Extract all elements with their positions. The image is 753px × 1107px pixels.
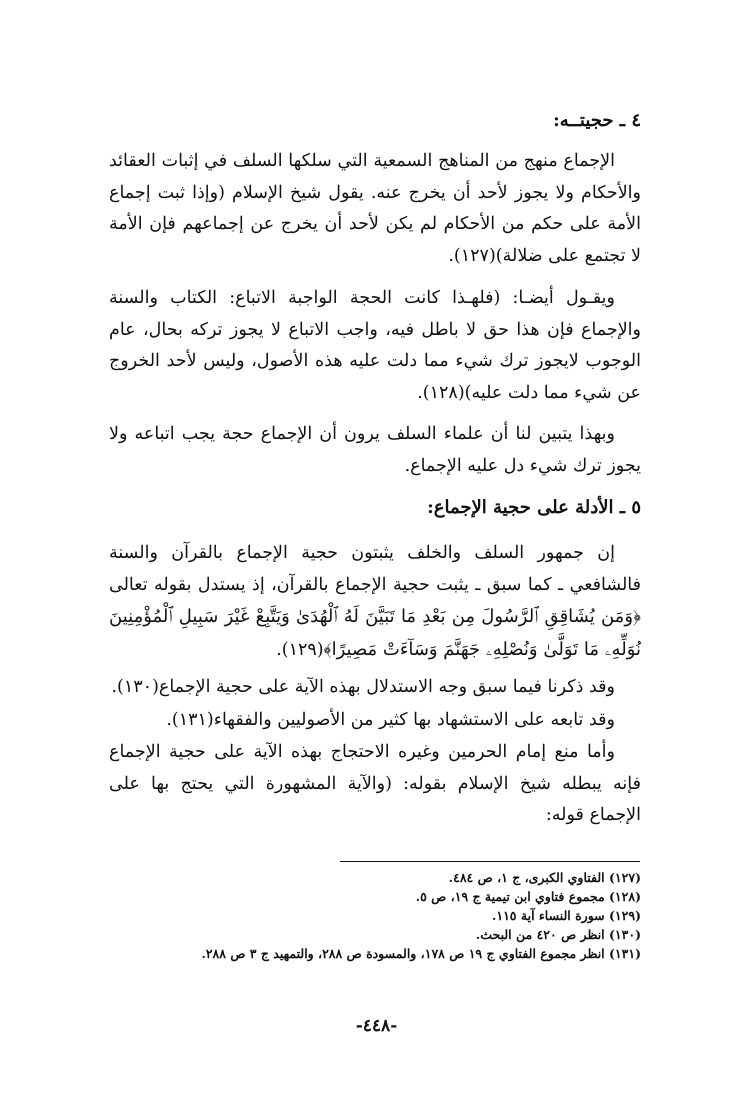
section-5-paragraph-1-intro: إن جمهور السلف والخلف يثبتون حجية الإجماع بالقرآن والسنة فالشافعي ـ كما سبق ـ يثبت حجية الإجماع بالقرآن، إذ يستدل بقوله تعالى <box>109 543 641 595</box>
section-4-paragraph-3: وبهذا يتبين لنا أن علماء السلف يرون أن الإجماع حجة يجب اتباعه ولا يجوز ترك شيء دل عليه الإجماع. <box>109 424 641 476</box>
quran-verse: ﴿وَمَن يُشَاقِقِ ٱلرَّسُولَ مِن بَعْدِ مَا تَبَيَّنَ لَهُ ٱلْهُدَىٰ وَيَتَّبِعْ غَيْرَ سَبِيلِ ٱلْمُؤْمِنِينَ نُوَلِّهِۦ مَا تَوَلَّىٰ وَنُصْلِهِۦ جَهَنَّمَ وَسَآءَتْ مَصِيرًا﴾ <box>109 606 641 660</box>
footnote-130: (١٣٠) انظر ص ٤٢٠ من البحث. <box>475 927 641 942</box>
section-4-paragraph-1: الإجماع منهج من المناهج السمعية التي سلكها السلف في إثبات العقائد والأحكام ولا يجوز لأحد أن يخرج عنه. يقول شيخ الإسلام (وإذا ثبت إجماع الأمة على حكم من الأحكام لم يكن لأحد أن يخرج عن إجماعهم فإن الأمة لا تجتمع على ضلالة)(١٢٧). <box>109 151 641 266</box>
page-number: -٤٤٨- <box>355 1016 398 1036</box>
footnote-127: (١٢٧) الفتاوي الكبرى، ج ١، ص ٤٨٤. <box>448 870 641 885</box>
section-5-paragraph-3: وقد تابعه على الاستشهاد بها كثير من الأصوليين والفقهاء(١٣١). <box>166 710 615 730</box>
footnote-ref-129: (١٢٩). <box>276 639 324 660</box>
section-5-paragraph-4: وأما منع إمام الحرمين وغيره الاحتجاج بهذه الآية على حجية الإجماع فإنه يبطله شيخ الإسلام بقوله: (والآية المشهورة التي يحتج بها على الإجماع قوله: <box>109 742 641 825</box>
footnote-129: (١٢٩) سورة النساء آية ١١٥. <box>492 908 641 923</box>
section-4-heading: ٤ ـ حجيتــه: <box>553 110 641 131</box>
section-5-heading: ٥ ـ الأدلة على حجية الإجماع: <box>427 497 641 518</box>
section-5-paragraph-2: وقد ذكرنا فيما سبق وجه الاستدلال بهذه الآية على حجية الإجماع(١٣٠). <box>111 677 615 697</box>
footnote-divider <box>340 861 640 862</box>
footnote-128: (١٢٨) مجموع فتاوي ابن تيمية ج ١٩، ص ٥. <box>415 889 641 904</box>
section-5-paragraph-1 <box>109 538 641 666</box>
footnote-131: (١٣١) انظر مجموع الفتاوي ج ١٩ ص ١٧٨، والمسودة ص ٢٨٨، والتمهيد ج ٣ ص ٢٨٨. <box>201 946 641 961</box>
section-4-paragraph-2: ويقـول أيضـا: (فلهـذا كانت الحجة الواجبة الاتباع: الكتاب والسنة والإجماع فإن هذا حق لا باطل فيه، واجب الاتباع لا يجوز تركه بحال، عام الوجوب لايجوز ترك شيء مما دلت عليه هذه الأصول، وليس لأحد الخروج عن شيء مما دلت عليه)(١٢٨). <box>109 288 641 403</box>
